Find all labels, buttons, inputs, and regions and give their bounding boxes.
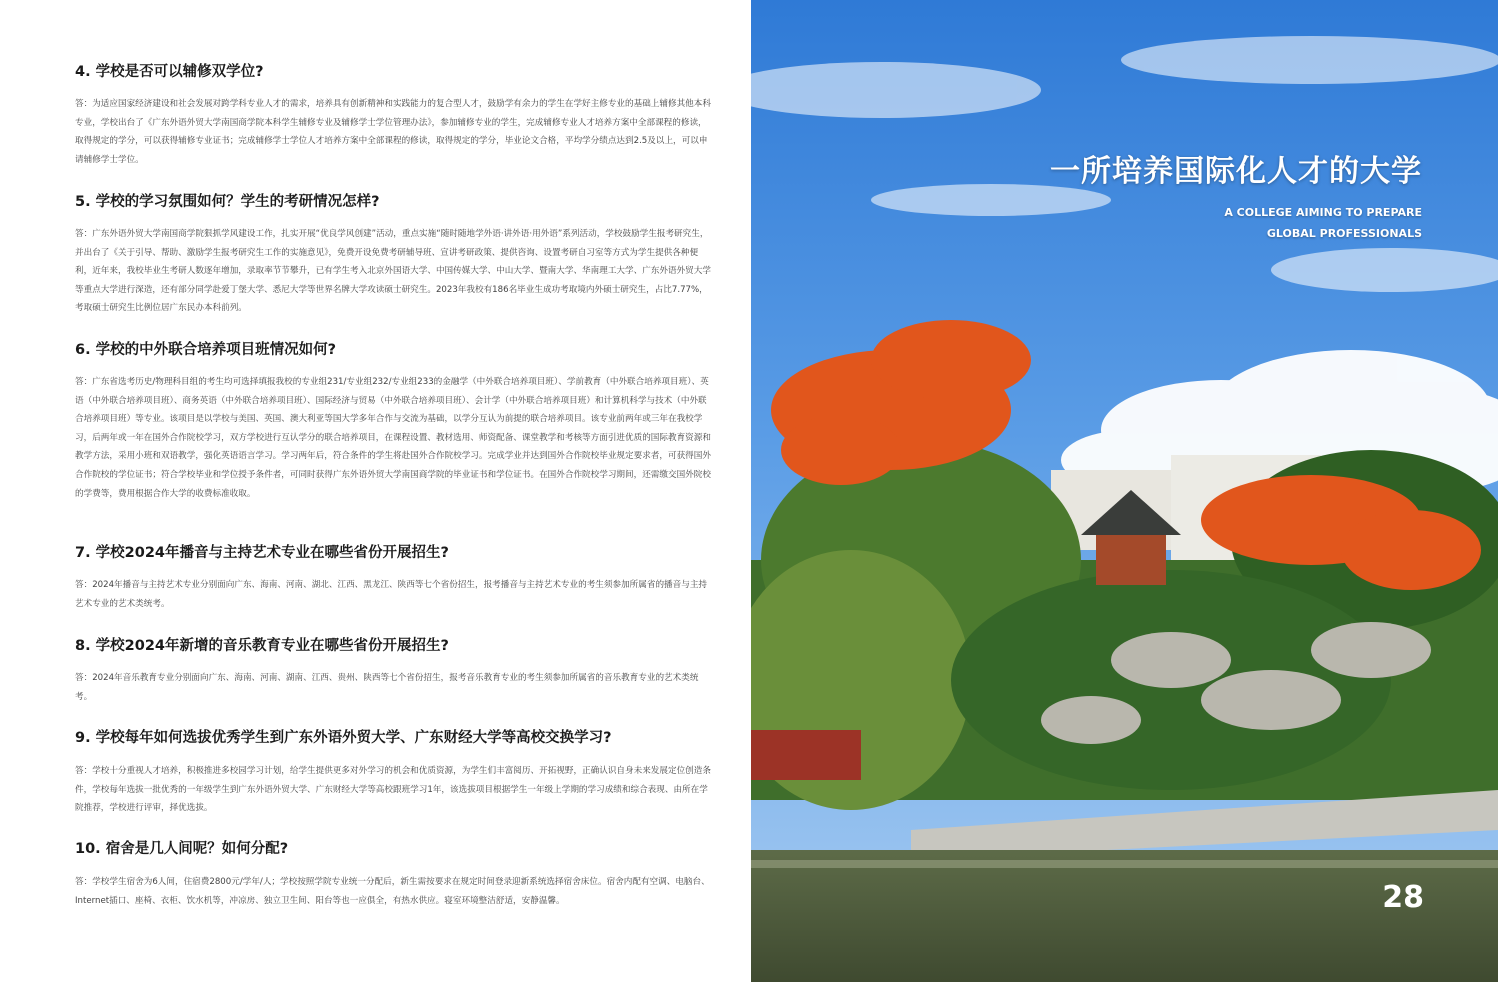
faq-answer-8: 答：2024年音乐教育专业分别面向广东、海南、河南、湖南、江西、贵州、陕西等七个省份招生，报考音乐教育专业的考生须参加所属省的音乐教育专业的艺术类统考。 — [75, 673, 699, 702]
faq-question-10: 10. 宿舍是几人间呢？如何分配? — [75, 841, 289, 857]
faq-answer-10: 答：学校学生宿舍为6人间，住宿费2800元/学年/人；学校按照学院专业统一分配后，新生需按要求在规定时间登录迎新系统选择宿舍床位。宿舍内配有空调、电脑台、Internet插口、座椅、衣柜、饮水机等，冲凉房、独立卫生间、阳台等也一应俱全，有热水供应。寝室环境整洁舒适，安静温馨。 — [75, 877, 710, 906]
faq-answer-6: 答：广东省选考历史/物理科目组的考生均可选择填报我校的专业组231/专业组232/专业组233的金融学（中外联合培养项目班）、学前教育（中外联合培养项目班）、英语（中外联合培养项目班）、商务英语（中外联合培养项目班）、国际经济与贸易（中外联合培养项目班）、会计学（中外联合培养项目班）和计算机科学与技术（中外联合培养项目班）等专业。该项目是以学校与美国、英国、澳大利亚等国大学多年合作与交流为基础，以学分互认为前提的联合培养项目。该专业前两年或三年在我校学习，后两年或一年在国外合作院校学习，双方学校进行互认学分的联合培养项目，在课程设置、教材选用、师资配备、课堂教学和考核等方面引进优质的国际教育资源和教学方法，采用小班和双语教学，强化英语语言学习。学习两年后，符合条件的学生将赴国外合作院校学习。完成学业并达到国外合作院校毕业规定要求者，可获得国外合作院校的学位证书；符合学校毕业和学位授予条件者，可同时获得广东外语外贸大学南国商学院的毕业证书和学位证书。在国外合作院校学习期间，还需缴交国外院校的学费等，费用根据合作大学的收费标准收取。 — [75, 377, 711, 499]
faq-question-8: 8. 学校2024年新增的音乐教育专业在哪些省份开展招生? — [75, 638, 449, 654]
faq-question-5: 5. 学校的学习氛围如何？学生的考研情况怎样? — [75, 194, 380, 210]
cover-headline: 一所培养国际化人才的大学 — [1050, 154, 1422, 189]
cover-subtitle-line-1: A COLLEGE AIMING TO PREPARE — [1224, 206, 1422, 219]
faq-question-4: 4. 学校是否可以辅修双学位? — [75, 64, 264, 80]
cover-subtitle-line-2: GLOBAL PROFESSIONALS — [1266, 227, 1422, 240]
faq-question-6: 6. 学校的中外联合培养项目班情况如何? — [75, 342, 337, 358]
faq-question-7: 7. 学校2024年播音与主持艺术专业在哪些省份开展招生? — [75, 545, 449, 561]
faq-answer-5: 答：广东外语外贸大学南国商学院狠抓学风建设工作，扎实开展“优良学风创建”活动，重点实施“随时随地学外语·讲外语·用外语”系列活动，学校鼓励学生报考研究生，并出台了《关于引导、帮助、激励学生报考研究生工作的实施意见》，免费开设免费考研辅导班、宣讲考研政策、提供咨询、设置考研自习室等方式为学生提供各种便利，近年来，我校毕业生考研人数逐年增加，录取率节节攀升，已有学生考入北京外国语大学、中国传媒大学、中山大学、暨南大学、华南理工大学、广东外语外贸大学等重点大学进行深造，还有部分同学赴爱丁堡大学、悉尼大学等世界名牌大学攻读硕士研究生。2023年我校有186名毕业生成功考取境内外硕士研究生，占比7.77%，考取硕士研究生比例位居广东民办本科前列。 — [75, 229, 711, 314]
faq-answer-4: 答：为适应国家经济建设和社会发展对跨学科专业人才的需求，培养具有创新精神和实践能力的复合型人才，鼓励学有余力的学生在学好主修专业的基础上辅修其他本科专业，学校出台了《广东外语外贸大学南国商学院本科学生辅修专业及辅修学士学位管理办法》，参加辅修专业的学生，完成辅修专业人才培养方案中全部课程的修读，取得规定的学分，可以获得辅修专业证书；完成辅修学士学位人才培养方案中全部课程的修读，取得规定的学分，毕业论文合格，平均学分绩点达到2.5及以上，可以申请辅修学士学位。 — [75, 99, 711, 165]
faq-answer-7: 答：2024年播音与主持艺术专业分别面向广东、海南、河南、湖北、江西、黑龙江、陕西等七个省份招生，报考播音与主持艺术专业的考生须参加所属省的播音与主持艺术专业的艺术类统考。 — [75, 580, 708, 609]
page-number: 28 — [1382, 880, 1424, 915]
faq-question-9: 9. 学校每年如何选拔优秀学生到广东外语外贸大学、广东财经大学等高校交换学习? — [75, 730, 612, 746]
cover-photo-panel — [751, 0, 1498, 982]
faq-answer-9: 答：学校十分重视人才培养，积极推进多校园学习计划，给学生提供更多对外学习的机会和优质资源，为学生们丰富阅历、开拓视野，正确认识自身未来发展定位创造条件，学校每年选拔一批优秀的一年级学生到广东外语外贸大学、广东财经大学等高校跟班学习1年，该选拔项目根据学生一年级上学期的学习成绩和综合表现、由所在学院推荐，学校进行评审，择优选拔。 — [75, 766, 711, 814]
